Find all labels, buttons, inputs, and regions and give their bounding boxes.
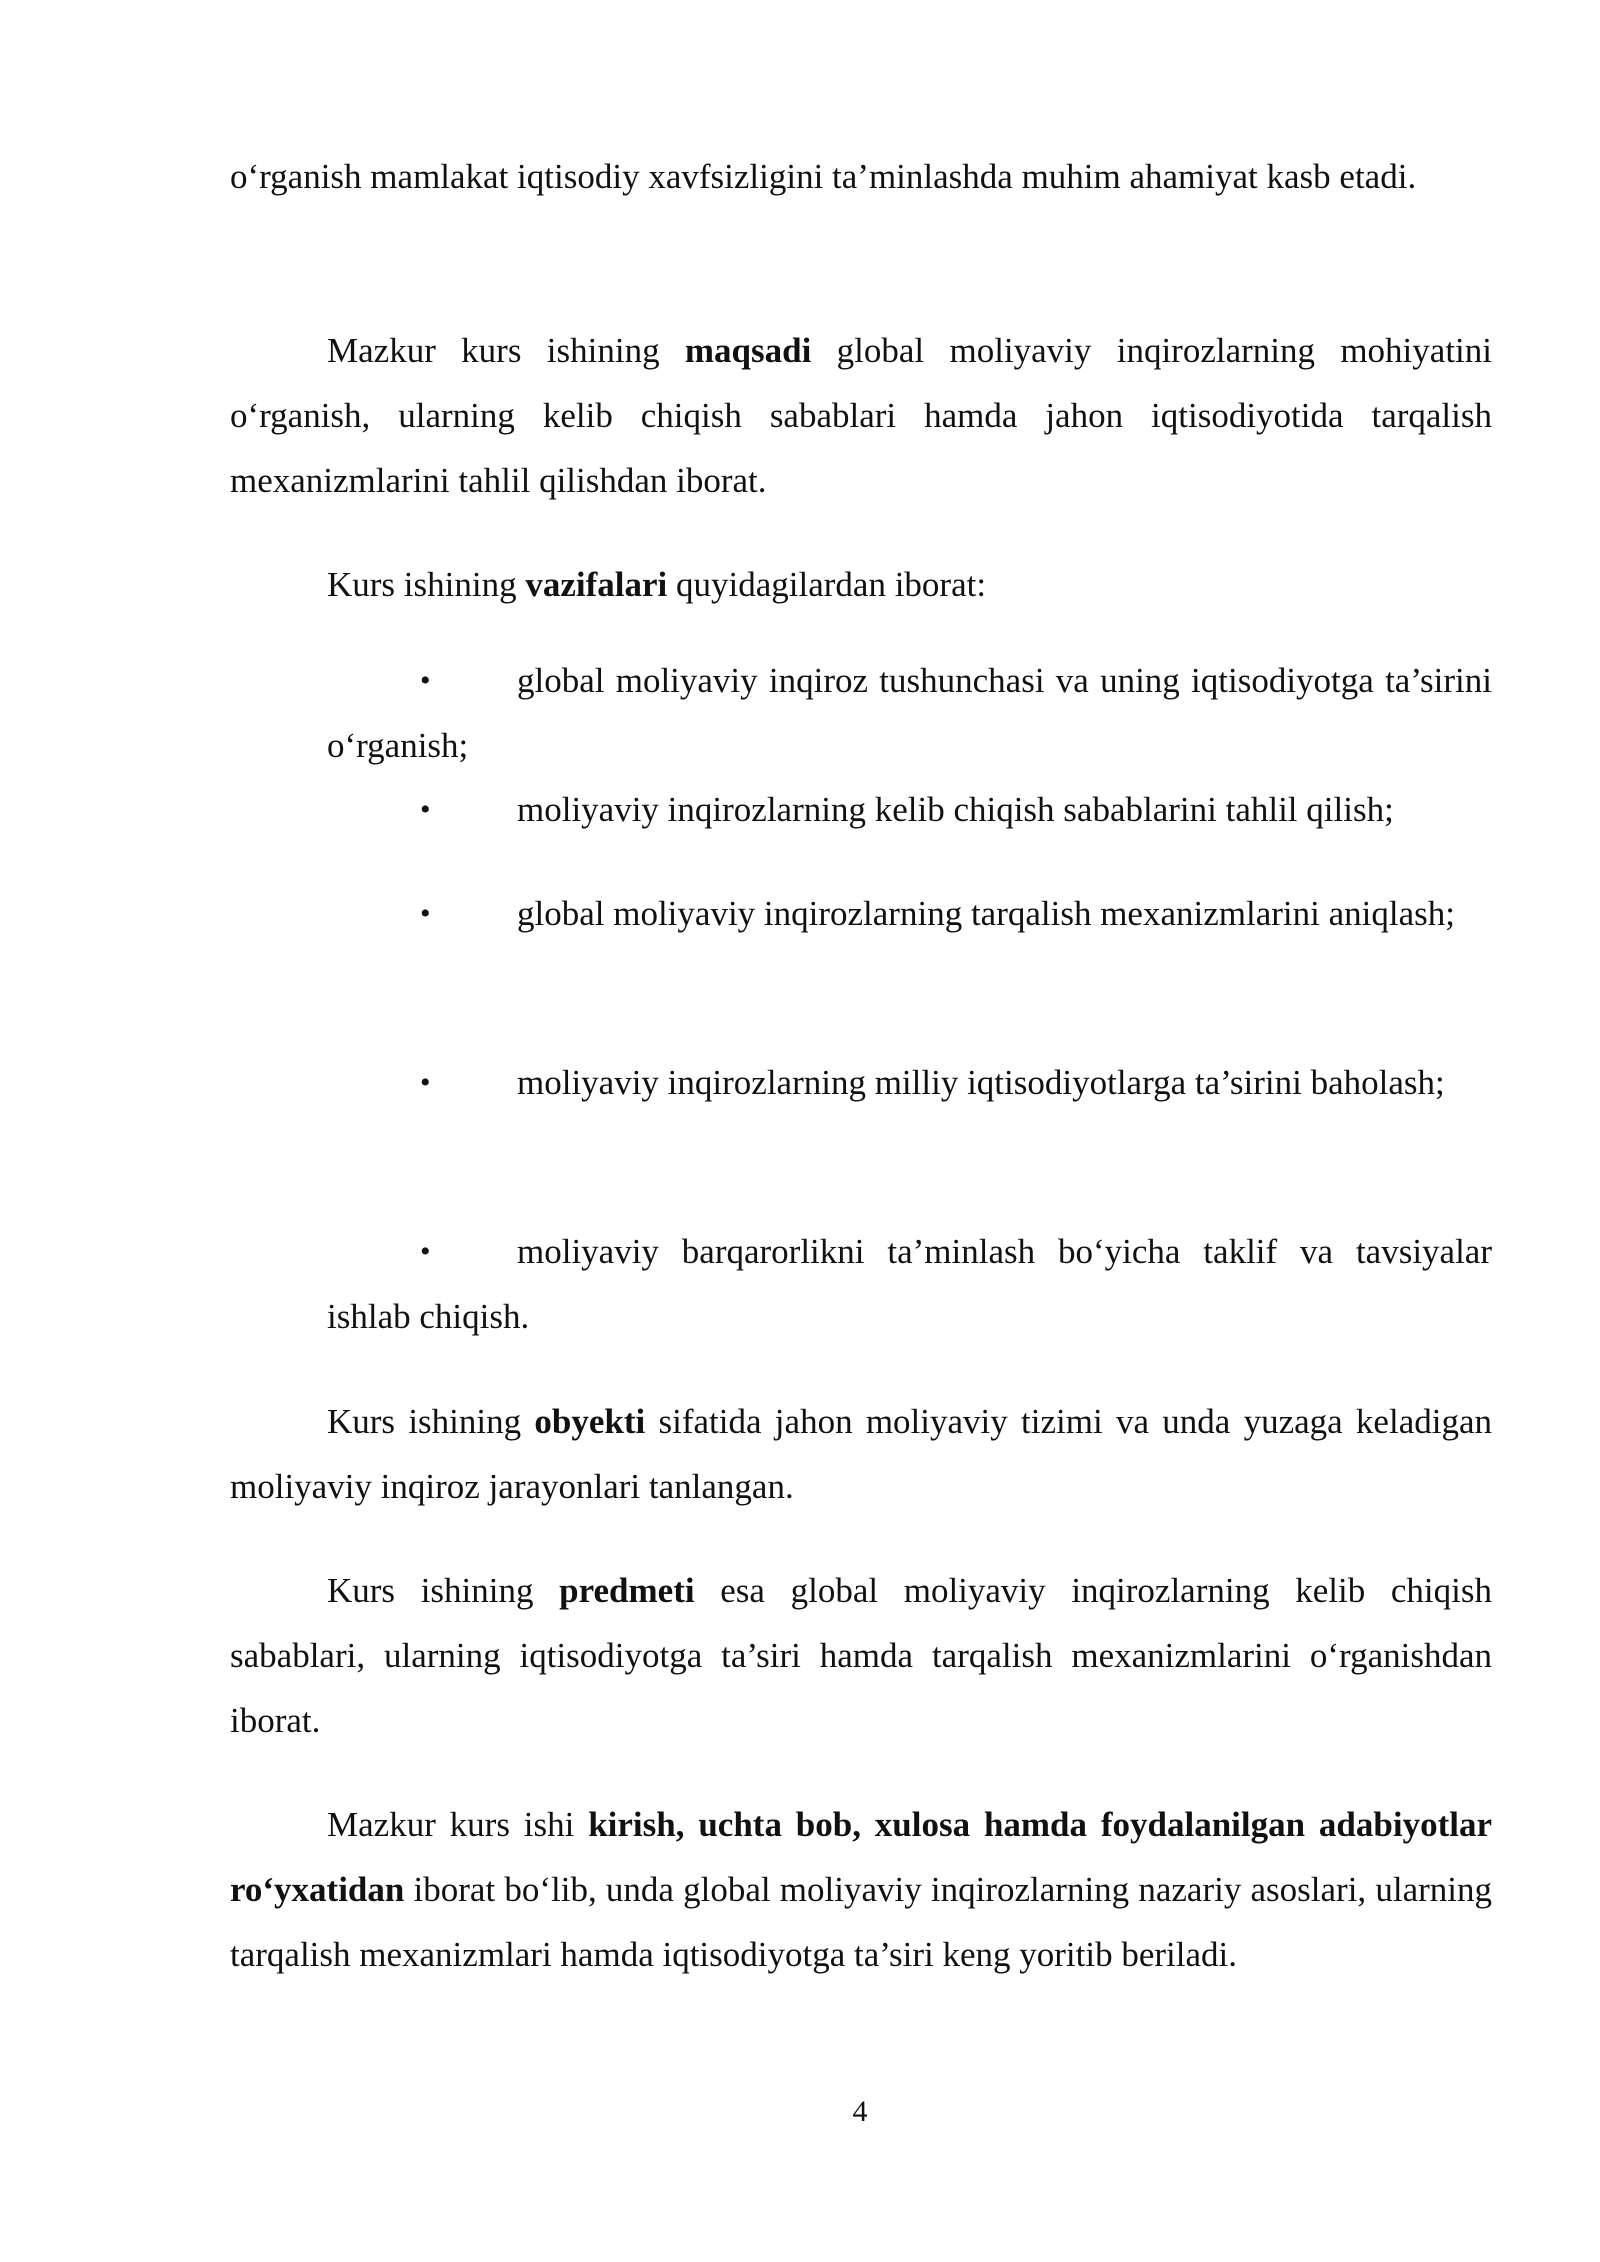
task-list-item bbox=[327, 777, 1492, 842]
tasks-text-before: Kurs ishining bbox=[327, 565, 526, 604]
subject-text-after: esa global moliyaviy inqirozlarning kelib chiqish sabablari, ularning iqtisodiyotga ta’siri hamda tarqalish mexanizmlarini o‘rganishdan iborat. bbox=[230, 1571, 1492, 1740]
page-number: 4 bbox=[852, 2095, 868, 2128]
goal-paragraph bbox=[230, 318, 1492, 513]
task-item-text: global moliyaviy inqirozlarning tarqalish mexanizmlarini aniqlash; bbox=[517, 894, 1455, 933]
structure-keyword: kirish, uchta bob, xulosa hamda foydalanilgan adabiyotlar ro‘yxatidan bbox=[230, 1805, 1492, 1909]
tasks-keyword: vazifalari bbox=[525, 565, 668, 604]
goal-text-after: global moliyaviy inqirozlarning mohiyatini o‘rganish, ularning kelib chiqish sabablari hamda jahon iqtisodiyotida tarqalish mexanizmlarini tahlil qilishdan iborat. bbox=[230, 331, 1492, 500]
task-item-text: global moliyaviy inqiroz tushunchasi va uning iqtisodiyotga ta’sirini o‘rganish; bbox=[327, 661, 1492, 765]
tasks-text-after: quyidagilardan iborat: bbox=[667, 565, 987, 604]
goal-text-before: Mazkur kurs ishining bbox=[327, 331, 685, 370]
subject-keyword: predmeti bbox=[559, 1571, 695, 1610]
object-keyword: obyekti bbox=[534, 1402, 646, 1441]
subject-text-before: Kurs ishining bbox=[327, 1571, 560, 1610]
task-item-text: moliyaviy barqarorlikni ta’minlash bo‘yicha taklif va tavsiyalar ishlab chiqish. bbox=[327, 1232, 1492, 1336]
task-list-item bbox=[327, 1219, 1492, 1349]
structure-text-before: Mazkur kurs ishi bbox=[327, 1805, 589, 1844]
task-item-text: moliyaviy inqirozlarning milliy iqtisodiyotlarga ta’sirini baholash; bbox=[517, 1063, 1445, 1102]
structure-text-after: iborat bo‘lib, unda global moliyaviy inqirozlarning nazariy asoslari, ularning tarqalish mexanizmlari hamda iqtisodiyotga ta’siri keng yoritib beriladi. bbox=[230, 1870, 1492, 1974]
structure-paragraph bbox=[230, 1792, 1492, 1987]
object-paragraph bbox=[230, 1389, 1492, 1519]
goal-keyword: maqsadi bbox=[684, 331, 812, 370]
subject-paragraph bbox=[230, 1558, 1492, 1753]
tasks-paragraph bbox=[230, 552, 1492, 617]
intro-text: o‘rganish mamlakat iqtisodiy xavfsizligini ta’minlashda muhim ahamiyat kasb etadi. bbox=[230, 157, 1417, 196]
intro-paragraph bbox=[230, 144, 1492, 209]
task-list-item bbox=[327, 1050, 1492, 1115]
object-text-after: sifatida jahon moliyaviy tizimi va unda yuzaga keladigan moliyaviy inqiroz jarayonlari tanlangan. bbox=[230, 1402, 1492, 1506]
task-list-item bbox=[327, 648, 1492, 778]
task-list-item bbox=[327, 881, 1492, 946]
object-text-before: Kurs ishining bbox=[327, 1402, 535, 1441]
task-item-text: moliyaviy inqirozlarning kelib chiqish sabablarini tahlil qilish; bbox=[517, 790, 1394, 829]
